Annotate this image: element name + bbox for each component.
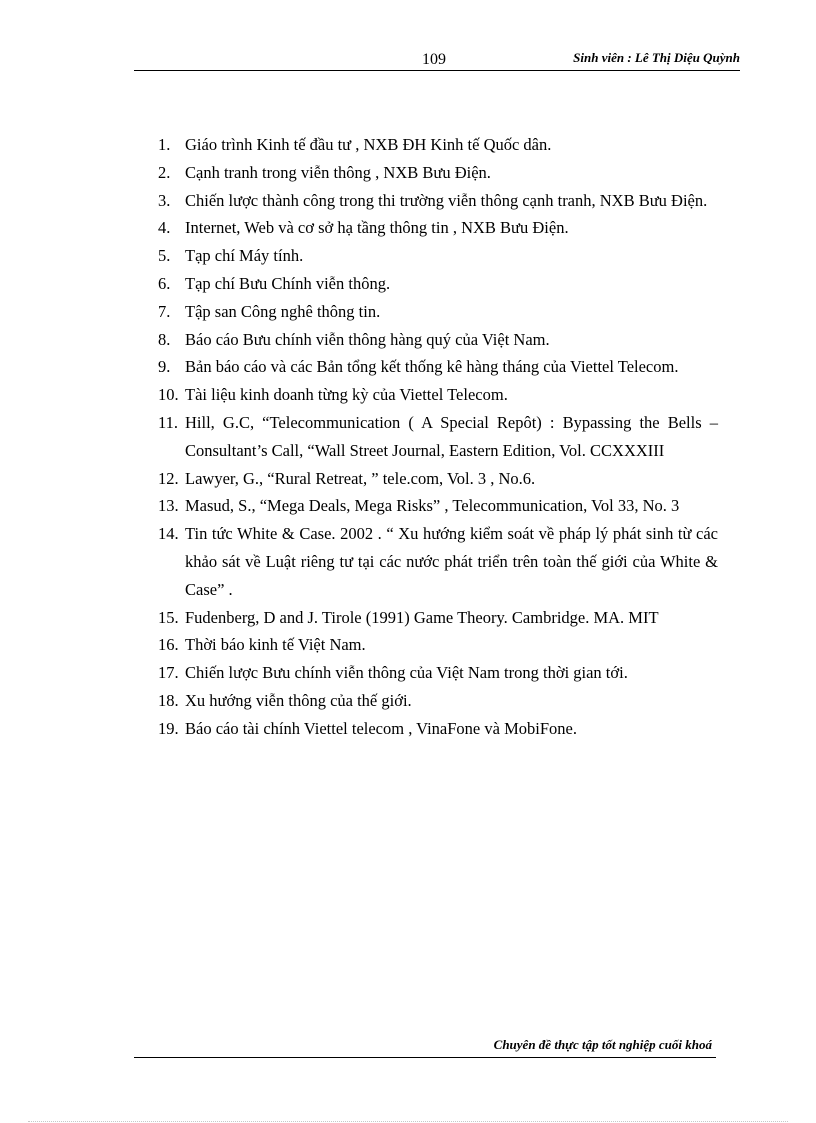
footer-text: Chuyên đề thực tập tốt nghiệp cuối khoá (493, 1037, 712, 1052)
reference-text: Tập san Công nghê thông tin. (185, 301, 381, 321)
reference-number: 14. (158, 524, 179, 544)
reference-number: 13. (158, 496, 179, 516)
reference-text: Tạp chí Bưu Chính viễn thông. (185, 273, 391, 293)
reference-item (158, 159, 718, 187)
reference-number: 16. (158, 635, 179, 655)
reference-number: 12. (158, 468, 179, 488)
reference-number: 11. (158, 412, 179, 432)
reference-item (158, 520, 718, 603)
reference-text: Hill, G.C, “Telecommunication ( A Special Repôt) : Bypassing the Bells – Consultant’s Call, “Wall Street Journal, Eastern Edition, Vol. CCXXXIII (185, 412, 718, 460)
reference-item (158, 492, 718, 520)
reference-number: 1. (158, 135, 171, 154)
bottom-dotted-divider (28, 1121, 788, 1122)
reference-number: 7. (158, 301, 171, 321)
reference-text: Chiến lược thành công trong thi trường viễn thông cạnh tranh, NXB Bưu Điện. (185, 190, 708, 210)
page-header (134, 48, 740, 71)
reference-text: Báo cáo tài chính Viettel telecom , VinaFone và MobiFone. (185, 718, 577, 738)
reference-number: 4. (158, 218, 171, 238)
reference-text: Chiến lược Bưu chính viễn thông của Việt Nam trong thời gian tới. (185, 663, 628, 683)
reference-text: Xu hướng viễn thông của thế giới. (185, 690, 412, 710)
reference-item (158, 242, 718, 270)
reference-item (158, 298, 718, 326)
reference-number: 15. (158, 607, 179, 627)
student-name: Sinh viên : Lê Thị Diệu Quỳnh (573, 50, 740, 65)
reference-text: Thời báo kinh tế Việt Nam. (185, 635, 366, 655)
reference-item (158, 326, 718, 354)
reference-text: Báo cáo Bưu chính viễn thông hàng quý của Việt Nam. (185, 329, 550, 349)
reference-text: Internet, Web và cơ sở hạ tầng thông tin , NXB Bưu Điện. (185, 218, 569, 238)
reference-item (158, 353, 718, 381)
reference-item (158, 604, 718, 632)
reference-text: Tạp chí Máy tính. (185, 246, 304, 266)
reference-item (158, 715, 718, 743)
reference-number: 8. (158, 329, 171, 349)
reference-item (158, 214, 718, 242)
reference-item (158, 631, 718, 659)
reference-list (158, 131, 718, 743)
reference-item (158, 465, 718, 493)
reference-text: Lawyer, G., “Rural Retreat, ” tele.com, Vol. 3 , No.6. (185, 468, 536, 488)
reference-item (158, 270, 718, 298)
reference-number: 9. (158, 357, 171, 377)
page-footer (134, 1036, 716, 1058)
reference-item (158, 187, 718, 215)
reference-text: Bản báo cáo và các Bản tổng kết thống kê hàng tháng của Viettel Telecom. (185, 357, 679, 377)
reference-item (158, 659, 718, 687)
reference-item (158, 409, 718, 465)
reference-number: 5. (158, 246, 171, 266)
reference-text: Tài liệu kinh doanh từng kỳ của Viettel Telecom. (185, 385, 508, 405)
reference-item (158, 131, 718, 159)
reference-number: 10. (158, 385, 179, 405)
reference-number: 6. (158, 273, 171, 293)
reference-text: Masud, S., “Mega Deals, Mega Risks” , Telecommunication, Vol 33, No. 3 (185, 496, 680, 516)
reference-number: 3. (158, 190, 171, 210)
reference-number: 19. (158, 718, 179, 738)
reference-text: Tin tức White & Case. 2002 . “ Xu hướng kiểm soát về pháp lý phát sinh từ các khảo sát về Luật riêng tư tại các nước phát triển trên toàn thế giới của White & Case” . (185, 524, 718, 599)
reference-text: Giáo trình Kinh tế đầu tư , NXB ĐH Kinh tế Quốc dân. (185, 135, 552, 154)
reference-number: 18. (158, 690, 179, 710)
reference-text: Fudenberg, D and J. Tirole (1991) Game Theory. Cambridge. MA. MIT (185, 607, 659, 627)
reference-number: 17. (158, 663, 179, 683)
reference-item (158, 687, 718, 715)
page-number: 109 (422, 51, 446, 68)
reference-text: Cạnh tranh trong viễn thông , NXB Bưu Điện. (185, 162, 491, 182)
reference-item (158, 381, 718, 409)
reference-number: 2. (158, 162, 171, 182)
